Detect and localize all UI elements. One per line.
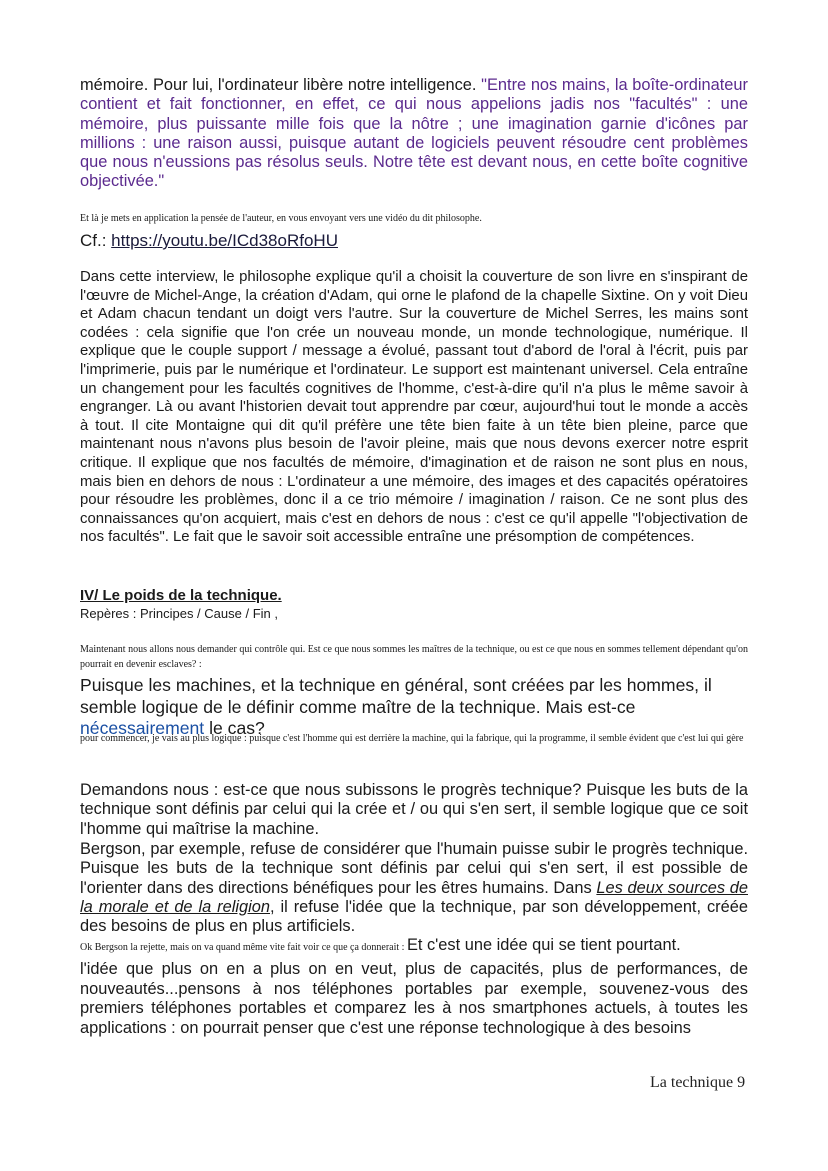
bergson-work-title: Les deux sources de la morale et de la religion — [80, 878, 748, 916]
bergson-paragraph — [80, 840, 748, 936]
intro-paragraph — [80, 76, 748, 192]
note-logique: pour commencer, je vais au plus logique : puisque c'est l'homme qui est derrière la machine, qui la fabrique, qui la programme, il semble évident que c'est lui qui gère — [80, 733, 744, 744]
idee-paragraph: l'idée que plus on en a plus on en veut, plus de capacités, plus de performances, de nouveautés...pensons à nos téléphones portables par exemple, souvenez-vous des premiers téléphones portables et comparez les à nos smartphones actuels, à toutes les applications : on pourrait penser que c'est une réponse technologique à des besoins — [80, 960, 748, 1037]
interview-paragraph: Dans cette interview, le philosophe explique qu'il a choisit la couverture de son livre en s'inspirant de l'œuvre de Michel-Ange, la création d'Adam, qui orne le plafond de la chapelle Sixtine. On y voit Dieu et Adam chacun tendant un doigt vers l'autre. Sur la couverture de Michel Serres, les mains sont codées : cela signifie que l'on crée un nouveau monde, un monde technologique, numérique. Il explique que le couple support / message a évolué, passant tout d'abord de l'oral à l'écrit, puis par l'imprimerie, puis par le numérique et l'ordinateur. Le support est maintenant universel. Cela entraîne un changement pour les facultés cognitives de l'homme, c'est-à-dire qu'il n'a plus le même savoir à engranger. Là ou avant l'historien devait tout apprendre par cœur, aujourd'hui tout le monde a accès à tout. Il cite Montaigne qui dit qu'il préfère une tête bien faite à un tête bien pleine, parce que maintenant nous n'avons plus besoin de l'avoir pleine, mais que nous devons exercer notre esprit critique. Il explique que nos facultés de mémoire, d'imagination et de raison ne sont plus en nous, mais bien en dehors de nous : L'ordinateur a une mémoire, des images et des capacités opératoires pour résoudre les problèmes, donc il a ce trio mémoire / imagination / raison. Ce ne sont plus des connaissances qu'on acquiert, mais c'est en dehors de nous : c'est ce qu'il appelle "l'objectivation de nos facultés". Le fait que le savoir soit accessible entraîne une présomption de compétences. — [80, 269, 748, 546]
highlight-necessairement: nécessairement — [80, 718, 205, 738]
section-heading: IV/ Le poids de la technique. — [80, 587, 282, 604]
ok-small-note: Ok Bergson la rejette, mais on va quand même vite fait voir ce que ça donnerait : — [80, 942, 407, 953]
youtube-link[interactable]: https://youtu.be/ICd38oRfoHU — [111, 231, 338, 250]
ok-line — [80, 936, 681, 955]
serres-quote: "Entre nos mains, la boîte-ordinateur contient et fait fonctionner, en effet, ce qui nous appelions jadis nos "facultés" : une mémoire, plus puissante mille fois que la nôtre ; une imagination garnie d'icônes par millions : une raison aussi, puisque autant de logiciels peuvent résoudre cent problèmes que nous n'eussions pas résolus seuls. Notre tête est devant nous, en cette boîte cognitive objectivée." — [80, 76, 748, 191]
ok-statement: Et c'est une idée qui se tient pourtant. — [406, 936, 681, 954]
reperes-line: Repères : Principes / Cause / Fin , — [80, 606, 278, 621]
puisque-paragraph — [80, 675, 748, 740]
cf-line — [80, 231, 338, 251]
puisque-end: le cas? — [204, 718, 265, 738]
demandons-paragraph: Demandons nous : est-ce que nous subissons le progrès technique? Puisque les buts de la technique sont définis par celui qui la crée et / ou qui s'en sert, il semble logique que ce soit l'homme qui maîtrise la machine. — [80, 781, 748, 838]
cf-prefix: Cf.: — [80, 231, 112, 250]
page-footer: La technique 9 — [650, 1074, 746, 1091]
bergson-after: , il refuse l'idée que la technique, par son développement, créée des besoins de plus en plus artificiels. — [80, 897, 748, 936]
puisque-text: Puisque les machines, et la technique en général, sont créées par les hommes, il semble logique de le définir comme maître de la technique. Mais est-ce — [80, 675, 712, 717]
bergson-before: Bergson, par exemple, refuse de considérer que l'humain puisse subir le progrès technique. Puisque les buts de la technique sont définis par celui qui s'en sert, il est possible de l'orienter dans des directions bénéfiques pour les êtres humains. Dans — [80, 840, 748, 897]
intro-lead: mémoire. Pour lui, l'ordinateur libère notre intelligence. — [80, 76, 477, 94]
note-control: Maintenant nous allons nous demander qui contrôle qui. Est ce que nous sommes les maîtres de la technique, ou est ce que nous en sommes tellement dépendant qu'on pourrait en devenir esclaves? : — [80, 644, 748, 670]
note-video: Et là je mets en application la pensée de l'auteur, en vous envoyant vers une vidéo du dit philosophe. — [80, 213, 482, 224]
